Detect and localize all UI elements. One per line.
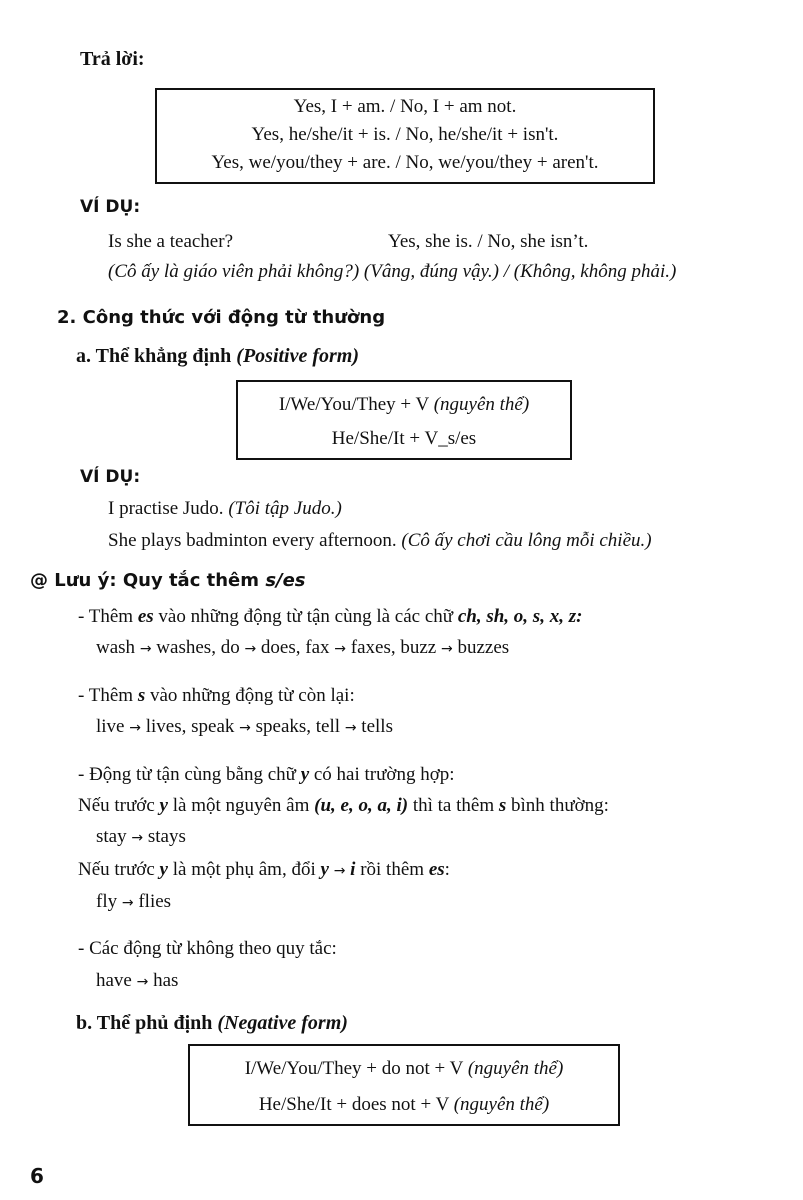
example-label: VÍ DỤ: xyxy=(80,467,141,487)
answer-heading: Trả lời: xyxy=(80,48,145,70)
example-line: She plays badminton every afternoon. (Cô ấy chơi cầu lông mỗi chiều.) xyxy=(108,530,652,551)
rule-y-case-consonant: Nếu trước y là một phụ âm, đổi y → i rồi thêm es: xyxy=(78,859,450,880)
rule-es-examples: wash → washes, do → does, fax → faxes, buzz → buzzes xyxy=(96,637,510,658)
example-answer: Yes, she is. / No, she isn’t. xyxy=(388,231,589,252)
rule-y-case-vowel: Nếu trước y là một nguyên âm (u, e, o, a, i) thì ta thêm s bình thường: xyxy=(78,795,609,816)
example-translation: (Cô ấy là giáo viên phải không?) (Vâng, đúng vậy.) / (Không, không phải.) xyxy=(108,261,677,282)
arrow-icon: → xyxy=(440,641,453,657)
rule-y: - Động từ tận cùng bằng chữ y có hai trường hợp: xyxy=(78,764,455,785)
arrow-icon: → xyxy=(244,641,257,657)
formula-line: He/She/It + does not + V (nguyên thể) xyxy=(258,1094,550,1115)
section-title: 2. Công thức với động từ thường xyxy=(57,307,386,328)
rule-y-case-vowel-example: stay → stays xyxy=(96,826,186,847)
answer-line: Yes, we/you/they + are. / No, we/you/they + aren't. xyxy=(211,152,599,173)
arrow-icon: → xyxy=(121,895,134,911)
rule-es: - Thêm es vào những động từ tận cùng là các chữ ch, sh, o, s, x, z: xyxy=(78,606,583,627)
example-question: Is she a teacher? xyxy=(108,231,234,252)
negative-formula-box xyxy=(188,1044,620,1126)
rule-s: - Thêm s vào những động từ còn lại: xyxy=(78,685,355,706)
answer-box xyxy=(155,88,655,184)
positive-form-heading: a. Thể khẳng định (Positive form) xyxy=(76,345,360,367)
answer-line: Yes, he/she/it + is. / No, he/she/it + isn't. xyxy=(251,124,559,145)
arrow-icon: → xyxy=(239,720,251,736)
rule-irregular-example: have → has xyxy=(96,970,179,991)
arrow-icon: → xyxy=(333,863,346,879)
arrow-icon: → xyxy=(344,720,357,736)
positive-formula-box xyxy=(236,380,572,460)
example-label: VÍ DỤ: xyxy=(80,197,141,217)
arrow-icon: → xyxy=(334,641,346,657)
arrow-icon: → xyxy=(136,974,149,990)
formula-line: I/We/You/They + do not + V (nguyên thể) xyxy=(244,1058,564,1079)
arrow-icon: → xyxy=(129,720,141,736)
rule-irregular: - Các động từ không theo quy tắc: xyxy=(78,938,337,959)
example-line: I practise Judo. (Tôi tập Judo.) xyxy=(108,498,342,519)
negative-form-heading: b. Thể phủ định (Negative form) xyxy=(76,1012,348,1034)
arrow-icon: → xyxy=(139,641,152,657)
rule-y-case-consonant-example: fly → flies xyxy=(96,891,172,912)
arrow-icon: → xyxy=(131,830,144,846)
formula-line: He/She/It + V_s/es xyxy=(331,428,477,449)
note-title: @ Lưu ý: Quy tắc thêm s/es xyxy=(30,570,306,591)
page-number: 6 xyxy=(30,1164,44,1188)
answer-line: Yes, I + am. / No, I + am not. xyxy=(293,96,517,117)
formula-line: I/We/You/They + V (nguyên thể) xyxy=(278,394,530,415)
rule-s-examples: live → lives, speak → speaks, tell → tells xyxy=(96,716,393,737)
